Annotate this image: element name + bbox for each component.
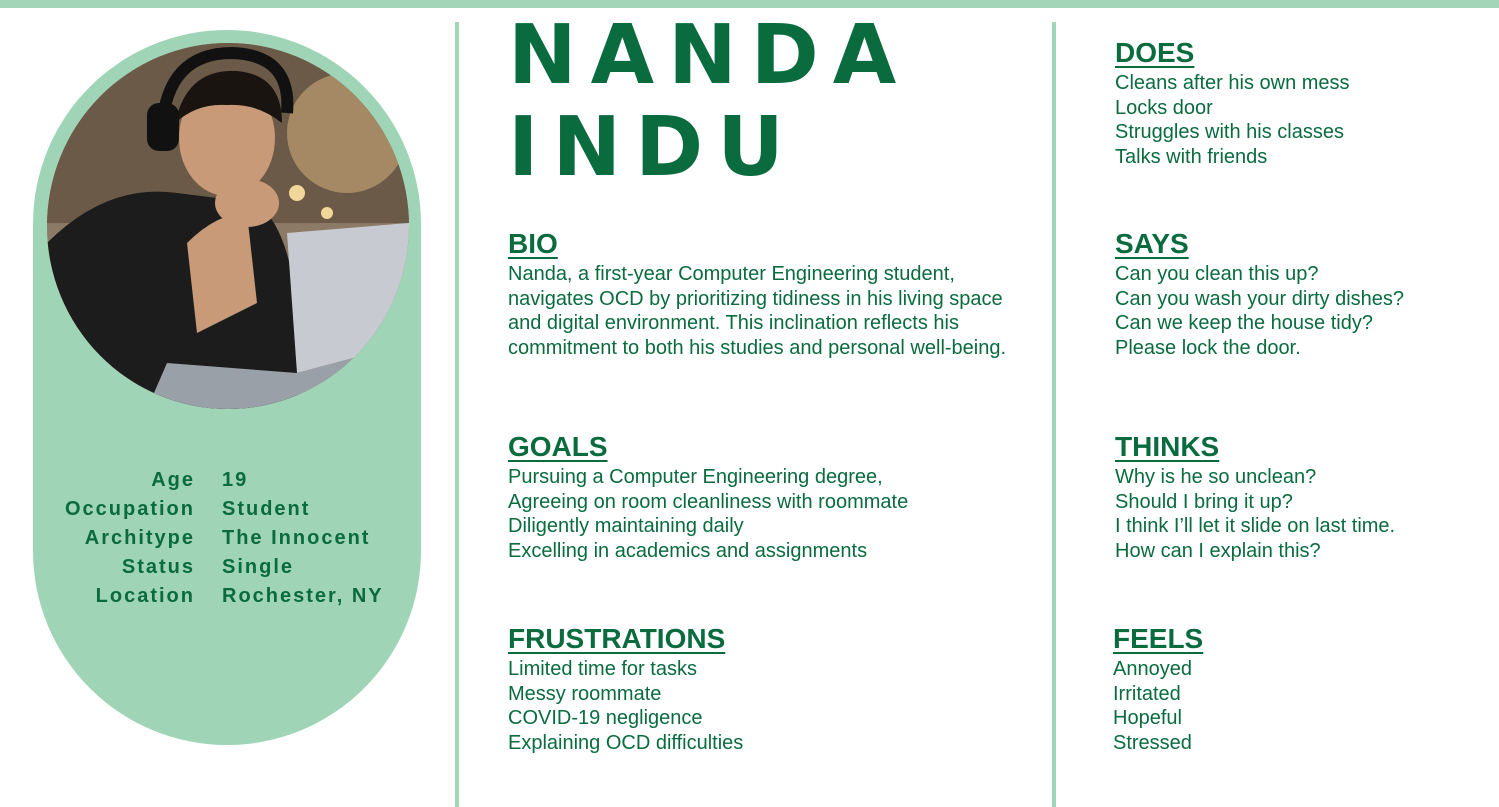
profile-attributes <box>40 466 410 611</box>
goals-section <box>508 431 908 564</box>
attribute-value: Student <box>222 498 311 520</box>
list-item: Struggles with his classes <box>1115 121 1344 144</box>
top-accent-bar <box>0 0 1499 8</box>
does-heading: DOES <box>1115 37 1195 68</box>
frustrations-section <box>508 623 743 756</box>
column-divider-left <box>455 22 459 807</box>
bio-heading: BIO <box>508 228 558 259</box>
list-item: Talks with friends <box>1115 146 1268 169</box>
list-item: How can I explain this? <box>1115 540 1321 563</box>
list-item: Agreeing on room cleanliness with roommate <box>508 490 909 513</box>
list-item: COVID-19 negligence <box>508 707 703 730</box>
persona-name <box>508 10 910 194</box>
list-item: Hopeful <box>1113 707 1182 730</box>
thinks-section <box>1115 431 1395 564</box>
attribute-row-architype <box>40 524 410 553</box>
list-item: Limited time for tasks <box>508 658 697 680</box>
frustrations-heading: FRUSTRATIONS <box>508 623 726 654</box>
attribute-value: The Innocent <box>222 527 371 549</box>
list-item: Why is he so unclean? <box>1115 466 1317 488</box>
person-photo-icon <box>47 43 409 409</box>
attribute-label: Status <box>121 556 195 578</box>
attribute-value: Rochester, NY <box>222 585 384 607</box>
feels-heading: FEELS <box>1113 623 1204 654</box>
list-item: Pursuing a Computer Engineering degree, <box>508 466 883 488</box>
persona-first-name: NANDA <box>508 8 911 103</box>
goals-heading: GOALS <box>508 431 608 462</box>
attribute-label: Location <box>95 585 195 607</box>
list-item: Please lock the door. <box>1115 337 1301 360</box>
attribute-row-status <box>40 553 410 582</box>
attribute-value: 19 <box>222 469 249 491</box>
feels-section <box>1113 623 1203 756</box>
says-section <box>1115 228 1404 361</box>
thinks-heading: THINKS <box>1115 431 1220 462</box>
attribute-label: Occupation <box>64 498 195 520</box>
list-item: Explaining OCD difficulties <box>508 732 744 755</box>
does-section <box>1115 37 1350 170</box>
attribute-label: Age <box>151 469 195 491</box>
attribute-value: Single <box>222 556 295 578</box>
attribute-row-occupation <box>40 495 410 524</box>
attribute-row-age <box>40 466 410 495</box>
list-item: Locks door <box>1115 96 1213 119</box>
list-item: Messy roommate <box>508 682 662 705</box>
column-divider-right <box>1052 22 1056 807</box>
list-item: Should I bring it up? <box>1115 490 1293 513</box>
list-item: Cleans after his own mess <box>1115 72 1350 94</box>
says-heading: SAYS <box>1115 228 1189 259</box>
attribute-row-location <box>40 582 410 611</box>
list-item: Can you wash your dirty dishes? <box>1115 287 1405 310</box>
attribute-label: Architype <box>84 527 195 549</box>
list-item: Can you clean this up? <box>1115 263 1319 285</box>
list-item: I think I’ll let it slide on last time. <box>1115 515 1396 538</box>
bio-text: Nanda, a first-year Computer Engineering student, navigates OCD by prioritizing tidiness in his living space and digital environment. This inclination reflects his commitment to both his studies and personal well-being. <box>508 263 1007 360</box>
list-item: Stressed <box>1113 732 1192 755</box>
bio-section <box>508 228 1038 361</box>
list-item: Excelling in academics and assignments <box>508 540 868 563</box>
list-item: Annoyed <box>1113 658 1192 680</box>
list-item: Can we keep the house tidy? <box>1115 312 1373 335</box>
list-item: Irritated <box>1113 682 1181 705</box>
persona-last-name: INDU <box>508 100 798 195</box>
list-item: Diligently maintaining daily <box>508 515 744 538</box>
profile-photo <box>47 43 409 409</box>
